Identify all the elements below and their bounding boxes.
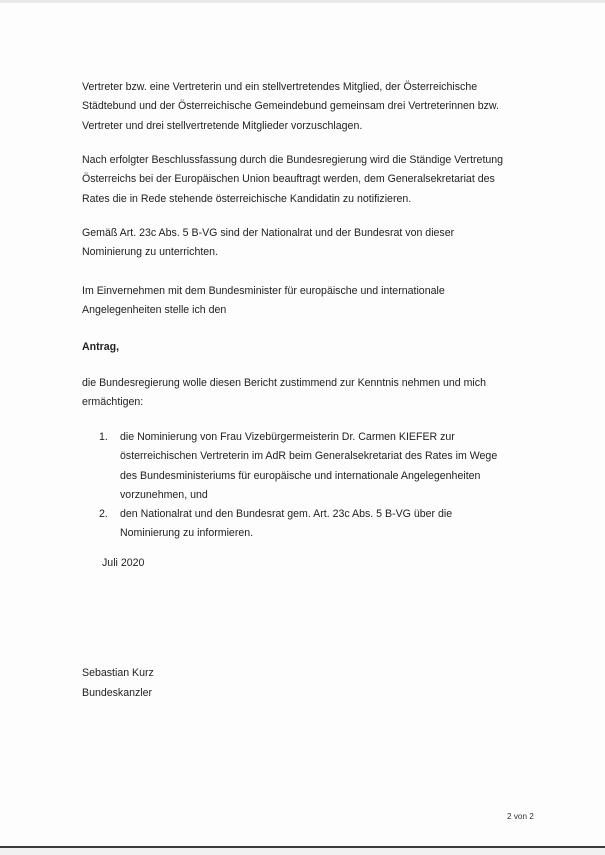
text-line: Vertreter und drei stellvertretende Mitglieder vorzuschlagen. bbox=[82, 119, 363, 132]
paragraph-legal-basis bbox=[82, 224, 552, 263]
paragraph-agreement bbox=[82, 282, 552, 321]
text-line: Vertreter bzw. eine Vertreterin und ein stellvertretendes Mitglied, der Österreichische bbox=[82, 81, 478, 93]
paragraph-request bbox=[82, 374, 552, 413]
text-line: Nominierung zu informieren. bbox=[120, 527, 254, 540]
text-line: Gemäß Art. 23c Abs. 5 B-VG sind der Nationalrat und der Bundesrat von dieser bbox=[82, 227, 455, 239]
signature-name: Sebastian Kurz bbox=[82, 667, 154, 679]
text-line: Im Einvernehmen mit dem Bundesminister für europäische und internationale bbox=[82, 285, 445, 297]
text-line: vorzunehmen, und bbox=[120, 488, 208, 501]
numbered-list bbox=[99, 428, 539, 544]
text-line: österreichischen Vertreterin im AdR beim Generalsekretariat des Rates im Wege bbox=[120, 450, 498, 463]
paragraph-nominations bbox=[82, 78, 552, 136]
text-line: Nominierung zu unterrichten. bbox=[82, 246, 219, 259]
signature-title: Bundeskanzler bbox=[82, 686, 153, 699]
text-line: des Bundesministeriums für europäische und internationale Angelegenheiten bbox=[120, 469, 481, 482]
text-line: die Nominierung von Frau Vizebürgermeisterin Dr. Carmen KIEFER zur bbox=[120, 431, 455, 443]
text-line: die Bundesregierung wolle diesen Bericht zustimmend zur Kenntnis nehmen und mich bbox=[82, 377, 486, 389]
list-number: 2. bbox=[99, 508, 108, 521]
paragraph-notification bbox=[82, 151, 552, 209]
text-line: den Nationalrat und den Bundesrat gem. Art. 23c Abs. 5 B-VG über die bbox=[120, 508, 453, 521]
list-number: 1. bbox=[99, 431, 108, 443]
document-date: Juli 2020 bbox=[102, 557, 145, 569]
signature-block bbox=[82, 664, 154, 703]
text-line: Österreichs bei der Europäischen Union beauftragt werden, dem Generalsekretariat des bbox=[82, 173, 495, 186]
page-bottom-edge bbox=[0, 846, 605, 855]
list-item bbox=[99, 428, 539, 505]
text-line: Nach erfolgter Beschlussfassung durch die Bundesregierung wird die Ständige Vertretung bbox=[82, 154, 504, 166]
text-line: Städtebund und der Österreichische Gemeindebund gemeinsam drei Vertreterinnen bzw. bbox=[82, 100, 499, 113]
antrag-heading: Antrag, bbox=[82, 341, 120, 353]
text-line: Rates die in Rede stehende österreichische Kandidatin zu notifizieren. bbox=[82, 192, 412, 205]
text-line: Angelegenheiten stelle ich den bbox=[82, 304, 227, 317]
page-top-edge bbox=[0, 0, 605, 3]
list-item bbox=[99, 505, 539, 544]
text-line: ermächtigen: bbox=[82, 396, 144, 409]
page-number: 2 von 2 bbox=[507, 812, 534, 821]
